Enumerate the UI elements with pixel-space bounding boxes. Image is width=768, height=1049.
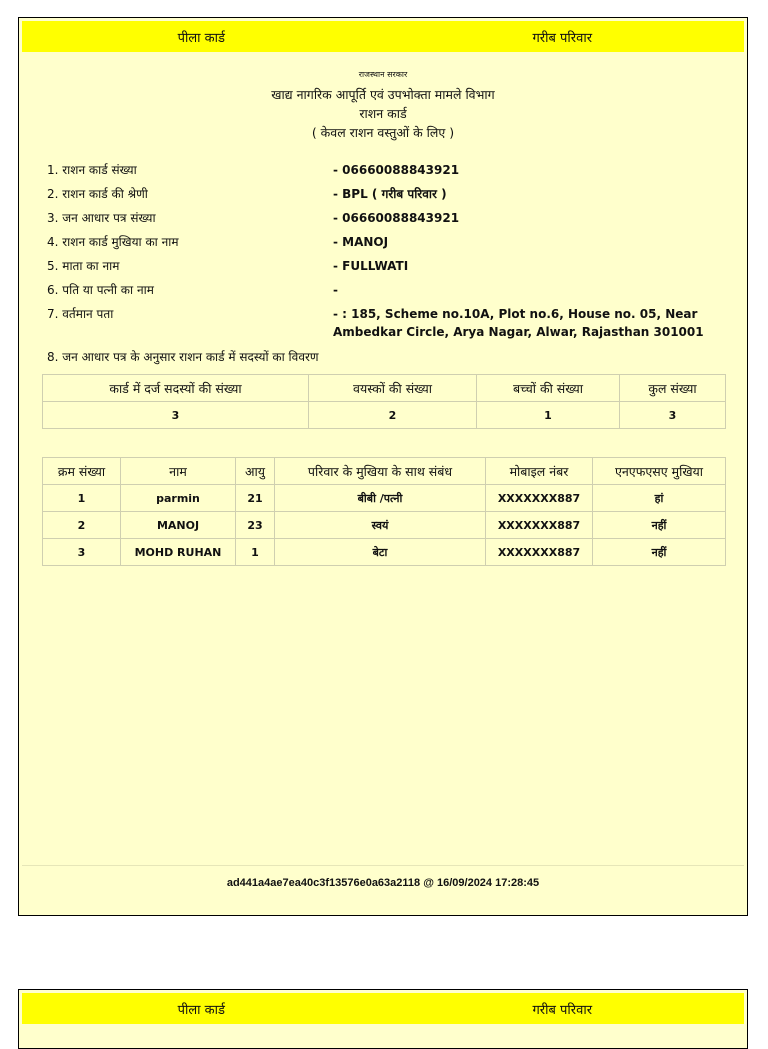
field-value: - MANOJ (333, 235, 389, 249)
ration-card (18, 17, 748, 916)
field-label: 1. राशन कार्ड संख्या (47, 163, 137, 177)
column-header: परिवार के मुखिया के साथ संबंध (275, 458, 486, 485)
column-header: एनएफएसए मुखिया (593, 458, 726, 485)
field-card-category (47, 185, 737, 209)
ration-card-next-page (18, 989, 748, 1049)
table-cell: हां (593, 485, 726, 512)
column-header: मोबाइल नंबर (486, 458, 593, 485)
table-cell: 3 (620, 402, 726, 429)
field-value: - BPL ( गरीब परिवार ) (333, 187, 447, 201)
table-header-row (43, 375, 726, 402)
table-cell: 3 (43, 402, 309, 429)
field-value: - (333, 283, 338, 297)
table-row (43, 402, 726, 429)
table-cell: 3 (43, 539, 121, 566)
table-cell: XXXXXXX887 (486, 512, 593, 539)
column-header: बच्चों की संख्या (477, 375, 620, 402)
field-label: 4. राशन कार्ड मुखिया का नाम (47, 235, 179, 249)
column-header: कुल संख्या (620, 375, 726, 402)
table-cell: बेटा (275, 539, 486, 566)
field-head-name (47, 233, 737, 257)
card-type-label: पीला कार्ड (177, 1002, 225, 1018)
table-cell: MANOJ (121, 512, 236, 539)
field-value: - : 185, Scheme no.10A, Plot no.6, House no. 05, Near Ambedkar Circle, Arya Nagar, Alwar, Rajasthan 301001 (333, 307, 704, 339)
table-cell: 1 (43, 485, 121, 512)
table-cell: 2 (309, 402, 477, 429)
table-cell: 1 (236, 539, 275, 566)
table-row (43, 512, 726, 539)
members-table (42, 457, 726, 566)
column-header: नाम (121, 458, 236, 485)
field-label: 6. पति या पत्नी का नाम (47, 283, 154, 297)
table-cell: 21 (236, 485, 275, 512)
family-category-label: गरीब परिवार (532, 30, 593, 46)
field-jan-aadhaar-number (47, 209, 737, 233)
government-label: राजस्थान सरकार (358, 70, 408, 79)
field-value: - 06660088843921 (333, 211, 460, 225)
card-usage-note: ( केवल राशन वस्तुओं के लिए ) (311, 125, 455, 140)
field-value: - FULLWATI (333, 259, 409, 273)
field-current-address (47, 305, 737, 347)
field-mother-name (47, 257, 737, 281)
field-value: - 06660088843921 (333, 163, 460, 177)
column-header: कार्ड में दर्ज सदस्यों की संख्या (43, 375, 309, 402)
table-header-row (43, 458, 726, 485)
footer-divider (22, 865, 744, 866)
field-label: 7. वर्तमान पता (47, 307, 114, 321)
card-details (47, 161, 737, 347)
card-type-label: पीला कार्ड (177, 30, 225, 46)
column-header: क्रम संख्या (43, 458, 121, 485)
table-cell: बीबी /पत्नी (275, 485, 486, 512)
field-label: 3. जन आधार पत्र संख्या (47, 211, 156, 225)
department-name: खाद्य नागरिक आपूर्ति एवं उपभोक्ता मामले विभाग (271, 87, 495, 102)
table-cell: नहीं (593, 512, 726, 539)
table-cell: XXXXXXX887 (486, 539, 593, 566)
members-section-heading: 8. जन आधार पत्र के अनुसार राशन कार्ड में सदस्यों का विवरण (47, 350, 319, 364)
family-category-label: गरीब परिवार (532, 1002, 593, 1018)
table-cell: 23 (236, 512, 275, 539)
card-title: राशन कार्ड (359, 106, 407, 121)
table-cell: 1 (477, 402, 620, 429)
field-card-number (47, 161, 737, 185)
table-cell: parmin (121, 485, 236, 512)
card-banner (22, 993, 744, 1024)
table-cell: नहीं (593, 539, 726, 566)
table-row (43, 485, 726, 512)
card-banner (22, 21, 744, 52)
table-cell: स्वयं (275, 512, 486, 539)
column-header: आयु (236, 458, 275, 485)
member-count-table (42, 374, 726, 429)
card-header (19, 69, 747, 141)
field-label: 5. माता का नाम (47, 259, 120, 273)
table-row (43, 539, 726, 566)
field-label: 2. राशन कार्ड की श्रेणी (47, 187, 148, 201)
table-cell: MOHD RUHAN (121, 539, 236, 566)
field-spouse-name (47, 281, 737, 305)
column-header: वयस्कों की संख्या (309, 375, 477, 402)
table-cell: 2 (43, 512, 121, 539)
document-hash-timestamp: ad441a4ae7ea40c3f13576e0a63a2118 @ 16/09/2024 17:28:45 (226, 877, 540, 889)
table-cell: XXXXXXX887 (486, 485, 593, 512)
